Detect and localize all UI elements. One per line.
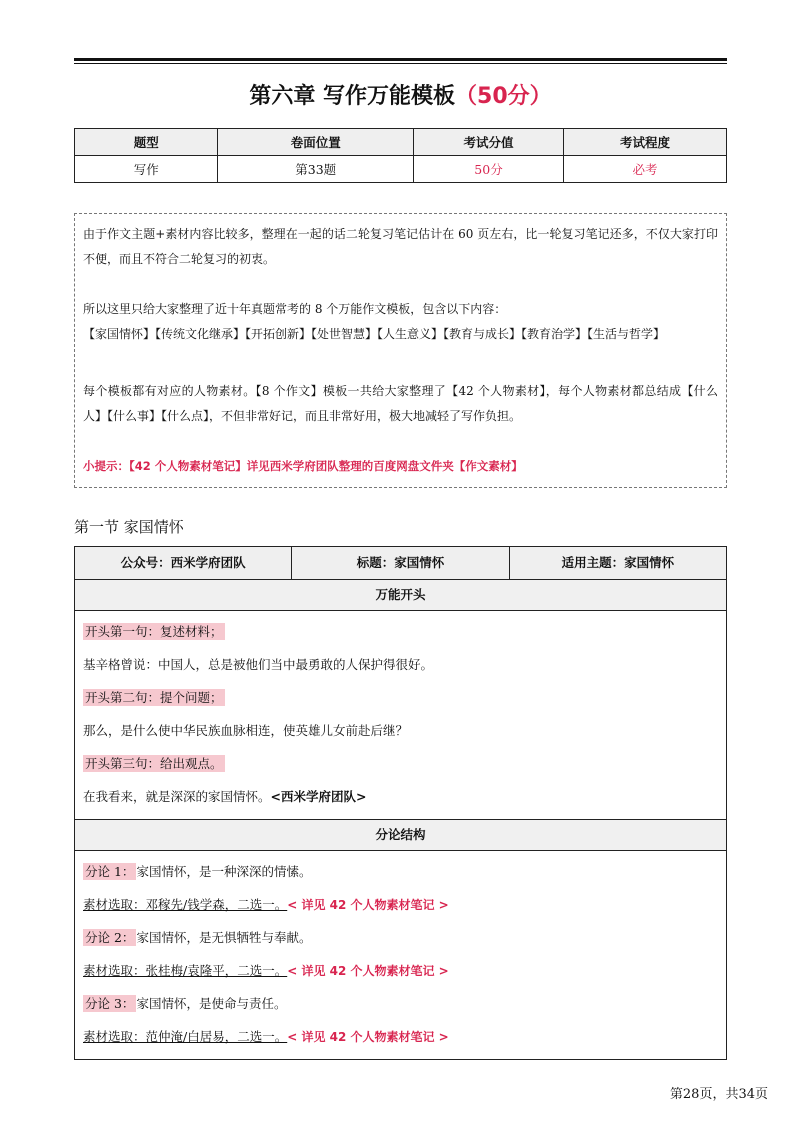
opening-band: 万能开头 (75, 580, 726, 611)
page (74, 58, 727, 1060)
cell-score: 50分 (414, 156, 564, 183)
template-theme: 适用主题：家国情怀 (509, 547, 726, 579)
cell-type: 写作 (75, 156, 218, 183)
note-box (74, 213, 727, 488)
opening-step-1: 开头第一句：复述材料； (85, 624, 223, 639)
opening-line-6: 在我看来，就是深深的家国情怀。 (83, 789, 271, 804)
note-paragraph-4: 每个模板都有对应的人物素材。【8 个作文】模板一共给大家整理了【42 个人物素材】，每个人物素材都总结成【什么人】【什么事】【什么点】，不但非常好记，而且非常好用，极大地减轻了写作负担。 (83, 384, 718, 423)
body-structure (75, 851, 726, 1059)
point-label: 分论 3： (85, 996, 135, 1011)
top-rule-thin (74, 63, 727, 64)
material-ref: < 详见 42 个人物素材笔记 > (287, 964, 449, 978)
section-title: 第一节 家国情怀 (74, 518, 184, 536)
cell-position: 第33题 (218, 156, 414, 183)
info-table (74, 128, 727, 183)
chapter-title (74, 80, 727, 114)
note-tip: 小提示：【42 个人物素材笔记】详见西米学府团队整理的百度网盘文件夹【作文素材】 (83, 459, 523, 473)
material-choice: 素材选取：张桂梅/袁隆平，二选一。 (83, 963, 288, 978)
material-choice: 素材选取：邓稼先/钱学森，二选一。 (83, 897, 288, 912)
chapter-title-text: 第六章 写作万能模板 (249, 84, 456, 109)
opening-step-2: 开头第二句：提个问题； (85, 690, 223, 705)
template-account: 公众号：西米学府团队 (120, 555, 246, 570)
template-table (74, 546, 727, 1060)
point-text: 家国情怀，是无惧牺牲与奉献。 (136, 930, 312, 945)
opening-signature: <西米学府团队> (270, 789, 367, 804)
page-footer: 第28页，共34页 (669, 1087, 768, 1102)
header-cell: 考试分值 (414, 129, 564, 156)
info-table-header (75, 129, 727, 156)
header-cell: 题型 (75, 129, 218, 156)
point-label: 分论 1： (85, 864, 135, 879)
opening-line-4: 那么，是什么使中华民族血脉相连，使英雄儿女前赴后继？ (83, 723, 409, 738)
opening-body (75, 611, 726, 819)
note-paragraph-1: 由于作文主题+素材内容比较多，整理在一起的话二轮复习笔记估计在 60 页左右，比一轮复习笔记还多，不仅大家打印不便，而且不符合二轮复习的初衷。 (83, 227, 718, 266)
opening-line-2: 基辛格曾说：中国人，总是被他们当中最勇敢的人保护得很好。 (83, 657, 434, 672)
material-choice: 素材选取：范仲淹/白居易，二选一。 (83, 1029, 288, 1044)
note-topic-list: 【家国情怀】【传统文化继承】【开拓创新】【处世智慧】【人生意义】【教育与成长】【教育治学】【生活与哲学】 (83, 327, 666, 341)
template-header (75, 547, 726, 580)
material-ref: < 详见 42 个人物素材笔记 > (287, 898, 449, 912)
template-title: 标题：家国情怀 (291, 547, 508, 579)
cell-level: 必考 (563, 156, 726, 183)
header-cell: 卷面位置 (218, 129, 414, 156)
info-table-row (75, 156, 727, 183)
note-paragraph-2: 所以这里只给大家整理了近十年真题常考的 8 个万能作文模板，包含以下内容： (83, 302, 507, 316)
point-text: 家国情怀，是使命与责任。 (136, 996, 287, 1011)
point-text: 家国情怀，是一种深深的情愫。 (136, 864, 312, 879)
body-band: 分论结构 (75, 819, 726, 851)
top-rule (74, 58, 727, 61)
point-label: 分论 2： (85, 930, 135, 945)
chapter-score: （50分） (455, 84, 552, 109)
material-ref: < 详见 42 个人物素材笔记 > (287, 1030, 449, 1044)
opening-step-3: 开头第三句：给出观点。 (85, 756, 223, 771)
header-cell: 考试程度 (563, 129, 726, 156)
